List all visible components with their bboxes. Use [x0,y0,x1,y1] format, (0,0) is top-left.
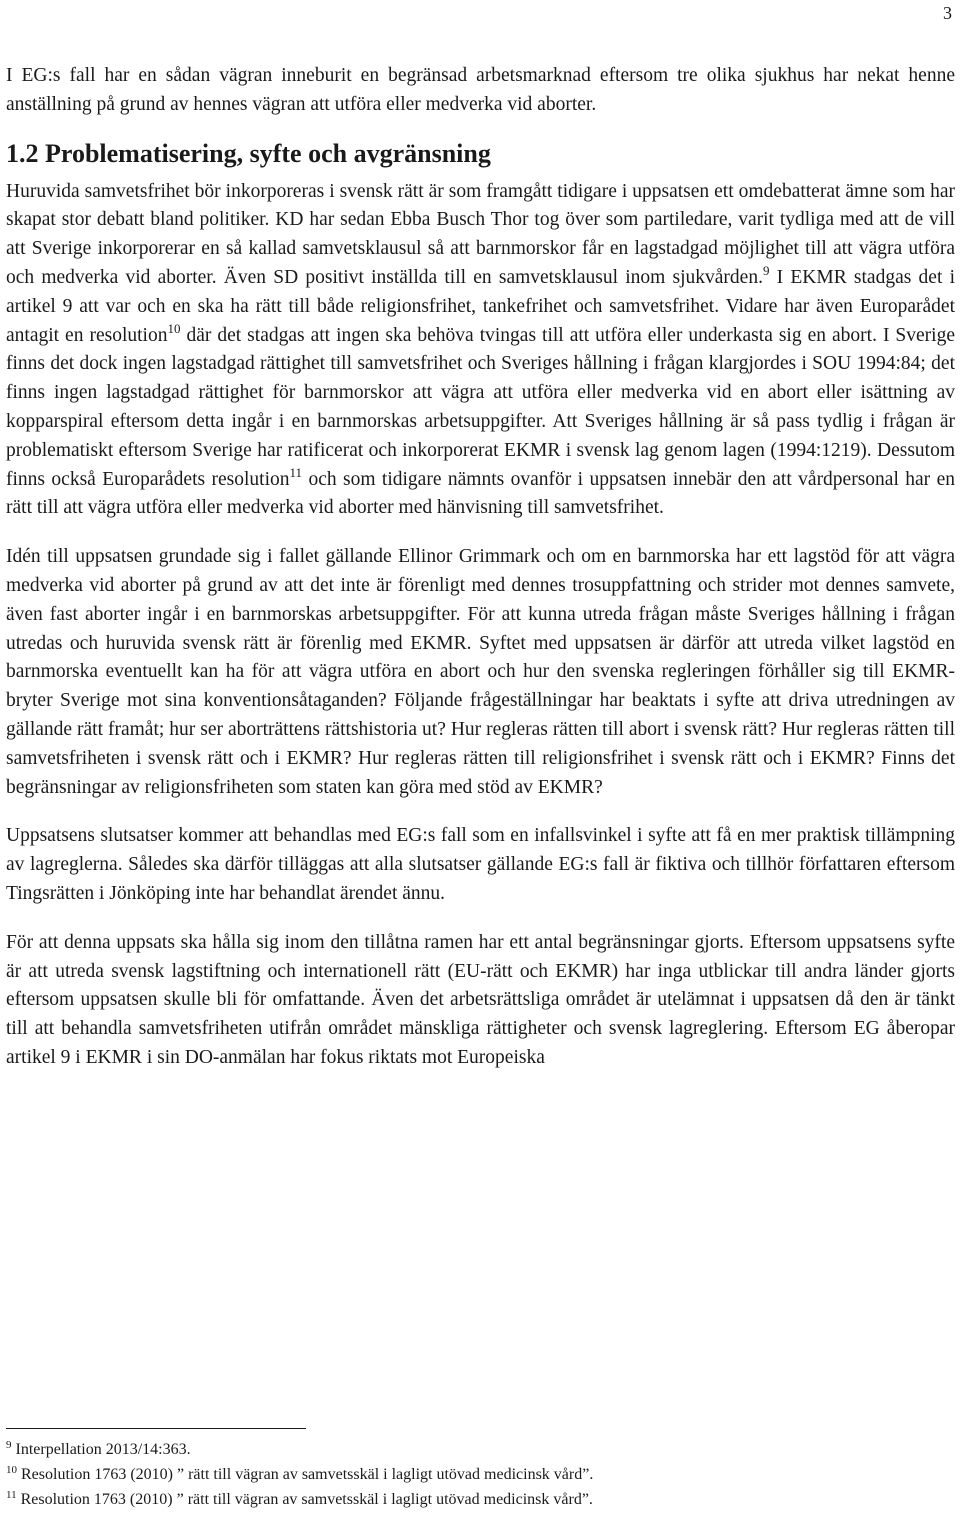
footnote-ref-11[interactable]: 11 [289,464,303,480]
footnote-text: Resolution 1763 (2010) ” rätt till vägran av samvetsskäl i lagligt utövad medicinsk vård”. [17,1466,594,1483]
paragraph-problematisering [6,178,955,524]
footnote-ref-9[interactable]: 9 [762,262,770,278]
footnote-ref-10[interactable]: 10 [167,320,181,336]
document-body [6,62,955,1073]
footnote-text: Interpellation 2013/14:363. [11,1441,191,1458]
paragraph-slutsatser: Uppsatsens slutsatser kommer att behandlas med EG:s fall som en infallsvinkel i syfte att få en mer praktisk tillämpning av lagreglerna. Således ska därför tilläggas att alla slutsatser gällande EG:s fall är fiktiva och tillhör författaren eftersom Tingsrätten i Jönköping inte har behandlat ärendet ännu. [6,825,955,904]
text-run: och som tidigare nämnts ovanför i uppsatsen innebär den att vårdpersonal har en rätt till att vägra utföra eller medverka vid aborter med hänvisning till samvetsfrihet. [6,468,955,519]
footnote-10 [6,1462,955,1487]
page-number: 3 [943,3,952,23]
footnotes [6,1428,955,1512]
footnote-11 [6,1487,955,1512]
footnote-number: 9 [6,1439,12,1451]
section-heading: 1.2 Problematisering, syfte och avgränsning [6,138,491,168]
paragraph-avgransning: För att denna uppsats ska hålla sig inom den tillåtna ramen har ett antal begränsningar gjorts. Eftersom uppsatsens syfte är att utreda svensk lagstiftning och internationell rätt (EU-rätt och EKMR) har inga utblickar till andra länder gjorts eftersom uppsatsen skulle bli för omfattande. Även det arbetsrättsliga området är utelämnat i uppsatsen då den är tänkt till att behandla samvetsfriheten utifrån området mänskliga rättigheter och svensk lagreglering. Eftersom EG åberopar artikel 9 i EKMR i sin DO-anmälan har fokus riktats mot Europeiska [6,931,955,1068]
footnote-number: 11 [6,1489,17,1501]
text-run: I EKMR stadgas det i artikel 9 att var och en ska ha rätt till både religionsfrihet, tankefrihet och samvetsfrihet. Vidare har även Europarådet antagit en resolution [6,266,955,346]
footnote-divider [6,1428,306,1429]
text-run: där det stadgas att ingen ska behöva tvingas till att utföra eller underkasta sig en abort. I Sverige finns det dock ingen lagstadgad rättighet till samvetsfrihet och Sveriges hållning i frågan klargjordes i SOU 1994:84; det finns ingen lagstadgad rättighet för barnmorskor att vägra att utföra eller medverka vid en abort eller isättning av kopparspiral eftersom detta ingår i en barnmorskas arbetsuppgifter. Att Sveriges hållning är så pass tydlig i frågan är problematiskt eftersom Sverige har ratificerat och inkorporerat EKMR i svensk lag genom lagen (1994:1219). Dessutom finns också Europarådets resolution [6,324,956,490]
footnote-number: 10 [6,1464,17,1476]
footnote-9 [6,1437,955,1462]
intro-paragraph: I EG:s fall har en sådan vägran inneburit en begränsad arbetsmarknad eftersom tre olika sjukhus har nekat henne anställning på grund av hennes vägran att utföra eller medverka vid aborter. [6,65,955,115]
footnote-text: Resolution 1763 (2010) ” rätt till vägran av samvetsskäl i lagligt utövad medicinsk vård”. [16,1491,593,1508]
text-run: Huruvida samvetsfrihet bör inkorporeras i svensk rätt är som framgått tidigare i uppsatsen ett omdebatterat ämne som har skapat stor debatt bland politiker. KD har sedan Ebba Busch Thor tog över som partiledare, varit tydliga med att de vill att Sverige inkorporerar en så kallad samvetsklausul så att barnmorskor får en lagstadgad möjlighet till att vägra utföra och medverka vid aborter. Även SD positivt inställda till en samvetsklausul inom sjukvården. [6,180,955,288]
paragraph-syfte: Idén till uppsatsen grundade sig i fallet gällande Ellinor Grimmark och om en barnmorska har ett lagstöd för att vägra medverka vid aborter på grund av att det inte är förenligt med dennes trosuppfattning och strider mot dennes samvete, även fast aborter ingår i en barnmorskas arbetsuppgifter. För att kunna utreda frågan måste Sveriges hållning i frågan utredas och huruvida svensk rätt är förenlig med EKMR. Syftet med uppsatsen är därför att utreda vilket lagstöd en barnmorska eventuellt kan ha för att vägra utföra en abort och hur den svenska regleringen förhåller sig till EKMR- bryter Sverige mot sina konventionsåtaganden? Följande frågeställningar har beaktats i syfte att driva utredningen av gällande rätt framåt; hur ser aborträttens rättshistoria ut? Hur regleras rätten till abort i svensk rätt? Hur regleras rätten till samvetsfriheten i svensk rätt och i EKMR? Hur regleras rätten till religionsfrihet i svensk rätt och i EKMR? Finns det begränsningar av religionsfriheten som staten kan göra med stöd av EKMR? [6,546,955,798]
